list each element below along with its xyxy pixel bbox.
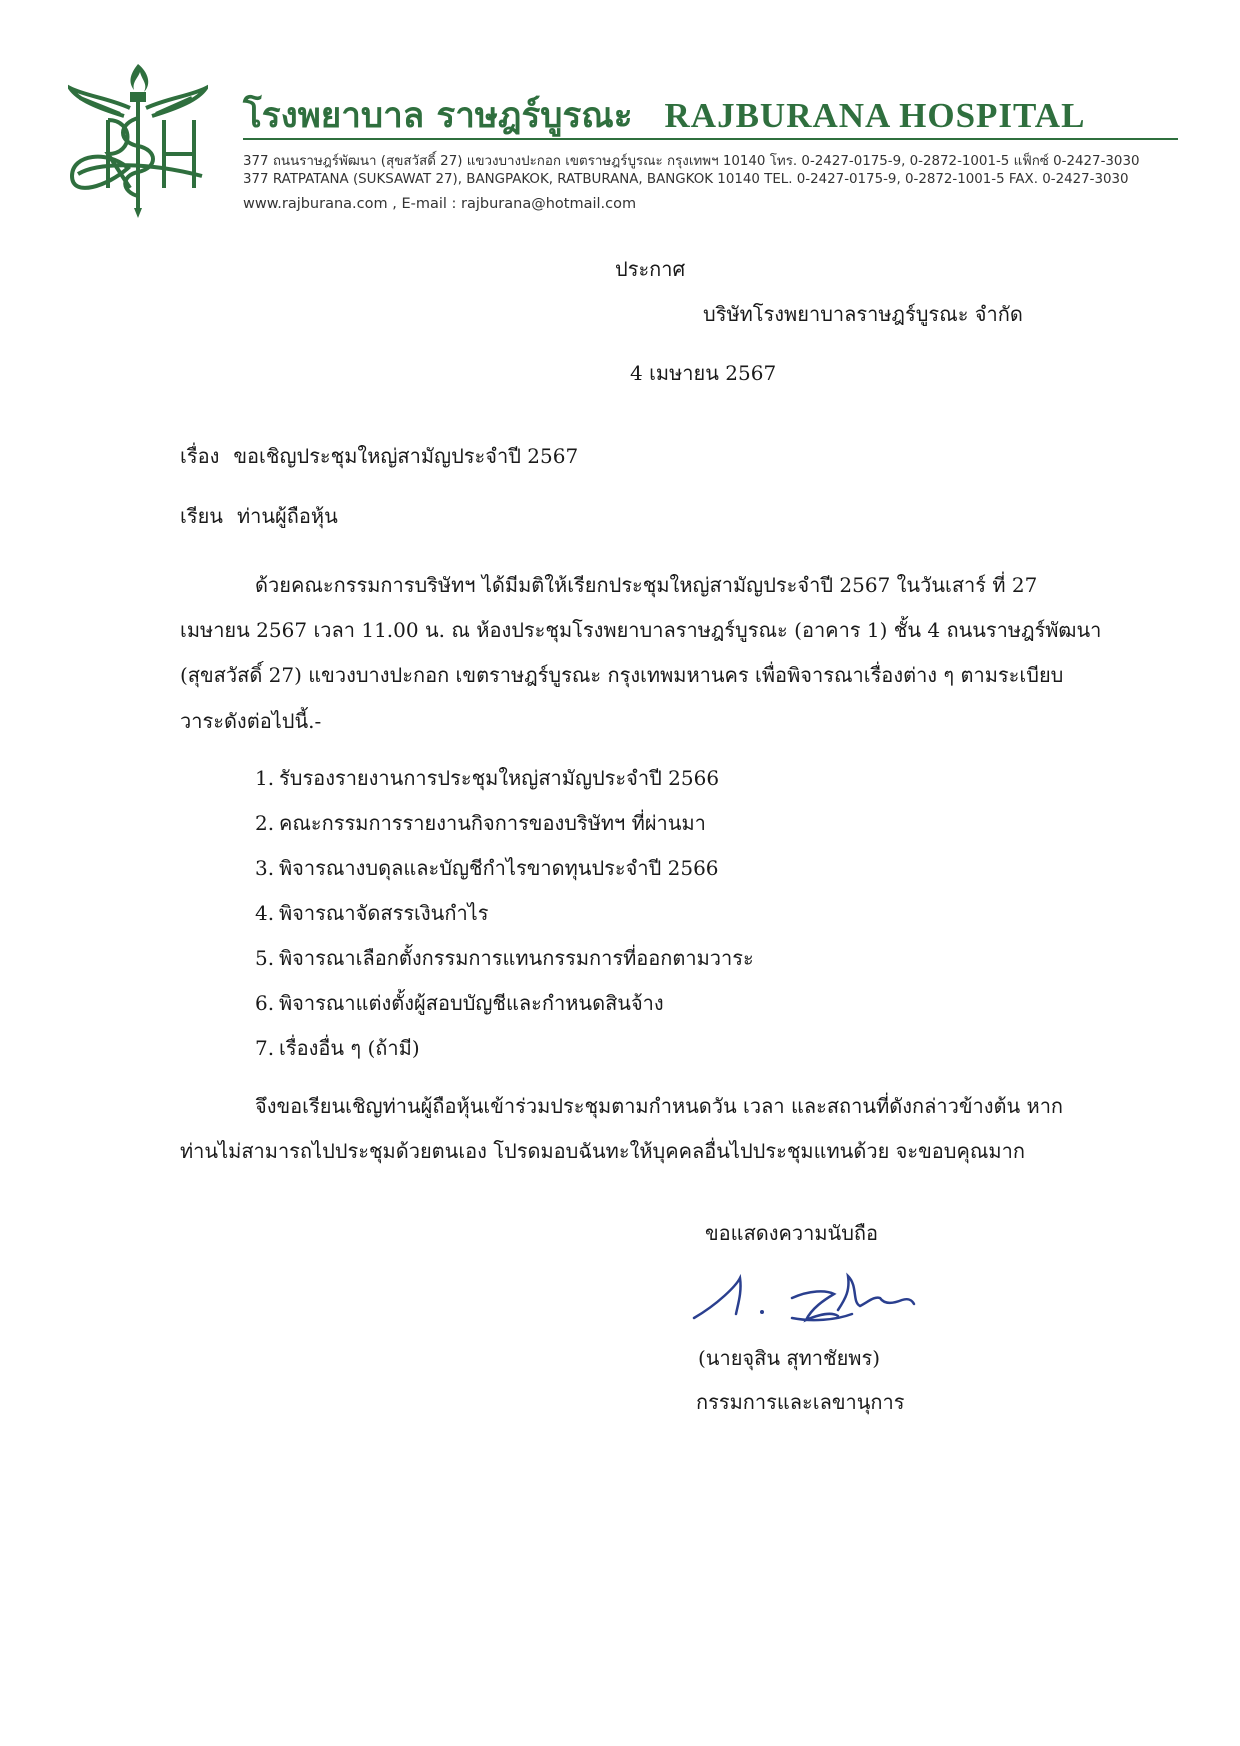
address-thai: 377 ถนนราษฎร์พัฒนา (สุขสวัสดิ์ 27) แขวงบางปะกอก เขตราษฎร์บูรณะ กรุงเทพฯ 10140 โทร. 0-2427-0175-9, 0-2872-1001-5 แฟ็กซ์ 0-2427-3030 — [243, 154, 1140, 169]
hospital-name-english: RAJBURANA HOSPITAL — [664, 96, 1086, 135]
agenda-text: พิจารณางบดุลและบัญชีกำไรขาดทุนประจำปี 2566 — [279, 856, 719, 880]
notice-heading: ประกาศ — [615, 257, 686, 281]
subject-text: ขอเชิญประชุมใหญ่สามัญประจำปี 2567 — [233, 444, 579, 468]
signature-icon — [688, 1268, 928, 1338]
letterhead-divider — [243, 138, 1178, 140]
agenda-item — [255, 766, 719, 790]
agenda-number: 2. — [255, 811, 275, 835]
hospital-name-thai: โรงพยาบาล ราษฎร์บูรณะ — [243, 96, 633, 136]
agenda-item — [255, 991, 664, 1015]
agenda-text: พิจารณาเลือกตั้งกรรมการแทนกรรมการที่ออกตามวาระ — [279, 946, 754, 970]
contact-info: www.rajburana.com , E-mail : rajburana@hotmail.com — [243, 196, 637, 212]
signer-title: กรรมการและเลขานุการ — [696, 1390, 905, 1414]
agenda-text: พิจารณาแต่งตั้งผู้สอบบัญชีและกำหนดสินจ้าง — [279, 991, 664, 1015]
agenda-number: 6. — [255, 991, 275, 1015]
agenda-text: รับรองรายงานการประชุมใหญ่สามัญประจำปี 2566 — [279, 766, 720, 790]
intro-line: เมษายน 2567 เวลา 11.00 น. ณ ห้องประชุมโรงพยาบาลราษฎร์บูรณะ (อาคาร 1) ชั้น 4 ถนนราษฎร์พัฒนา — [180, 618, 1102, 642]
agenda-item — [255, 856, 719, 880]
notice-date: 4 เมษายน 2567 — [630, 361, 777, 385]
agenda-number: 1. — [255, 766, 275, 790]
to-text: ท่านผู้ถือหุ้น — [236, 504, 338, 528]
closing-line: จึงขอเรียนเชิญท่านผู้ถือหุ้นเข้าร่วมประชุมตามกำหนดวัน เวลา และสถานที่ดังกล่าวข้างต้น หาก — [255, 1094, 1064, 1118]
agenda-text: เรื่องอื่น ๆ (ถ้ามี) — [279, 1036, 420, 1060]
signer-name: (นายจุสิน สุทาชัยพร) — [698, 1346, 881, 1370]
agenda-number: 5. — [255, 946, 275, 970]
intro-line: วาระดังต่อไปนี้.- — [180, 709, 322, 733]
hospital-logo-icon — [68, 58, 208, 218]
agenda-number: 7. — [255, 1036, 275, 1060]
subject-label: เรื่อง — [180, 444, 220, 468]
subject-line — [180, 444, 578, 468]
agenda-item — [255, 901, 488, 925]
agenda-number: 3. — [255, 856, 275, 880]
closing-line: ท่านไม่สามารถไปประชุมด้วยตนเอง โปรดมอบฉันทะให้บุคคลอื่นไปประชุมแทนด้วย จะขอบคุณมาก — [180, 1139, 1025, 1163]
to-label: เรียน — [180, 504, 223, 528]
agenda-text: คณะกรรมการรายงานกิจการของบริษัทฯ ที่ผ่านมา — [279, 811, 706, 835]
intro-line: (สุขสวัสดิ์ 27) แขวงบางปะกอก เขตราษฎร์บูรณะ กรุงเทพมหานคร เพื่อพิจารณาเรื่องต่าง ๆ ตามระเบียบ — [180, 663, 1064, 687]
address-english: 377 RATPATANA (SUKSAWAT 27), BANGPAKOK, RATBURANA, BANGKOK 10140 TEL. 0-2427-0175-9, 0-2872-1001-5 FAX. 0-2427-3030 — [243, 172, 1129, 187]
intro-line: ด้วยคณะกรรมการบริษัทฯ ได้มีมติให้เรียกประชุมใหญ่สามัญประจำปี 2567 ในวันเสาร์ ที่ 27 — [255, 573, 1038, 597]
agenda-text: พิจารณาจัดสรรเงินกำไร — [279, 901, 489, 925]
company-name: บริษัทโรงพยาบาลราษฎร์บูรณะ จำกัด — [703, 302, 1023, 326]
agenda-item — [255, 1036, 420, 1060]
agenda-item — [255, 946, 754, 970]
agenda-item — [255, 811, 706, 835]
salutation-line — [180, 504, 338, 528]
regards-text: ขอแสดงความนับถือ — [705, 1221, 879, 1245]
hospital-name — [243, 88, 1085, 143]
agenda-number: 4. — [255, 901, 275, 925]
